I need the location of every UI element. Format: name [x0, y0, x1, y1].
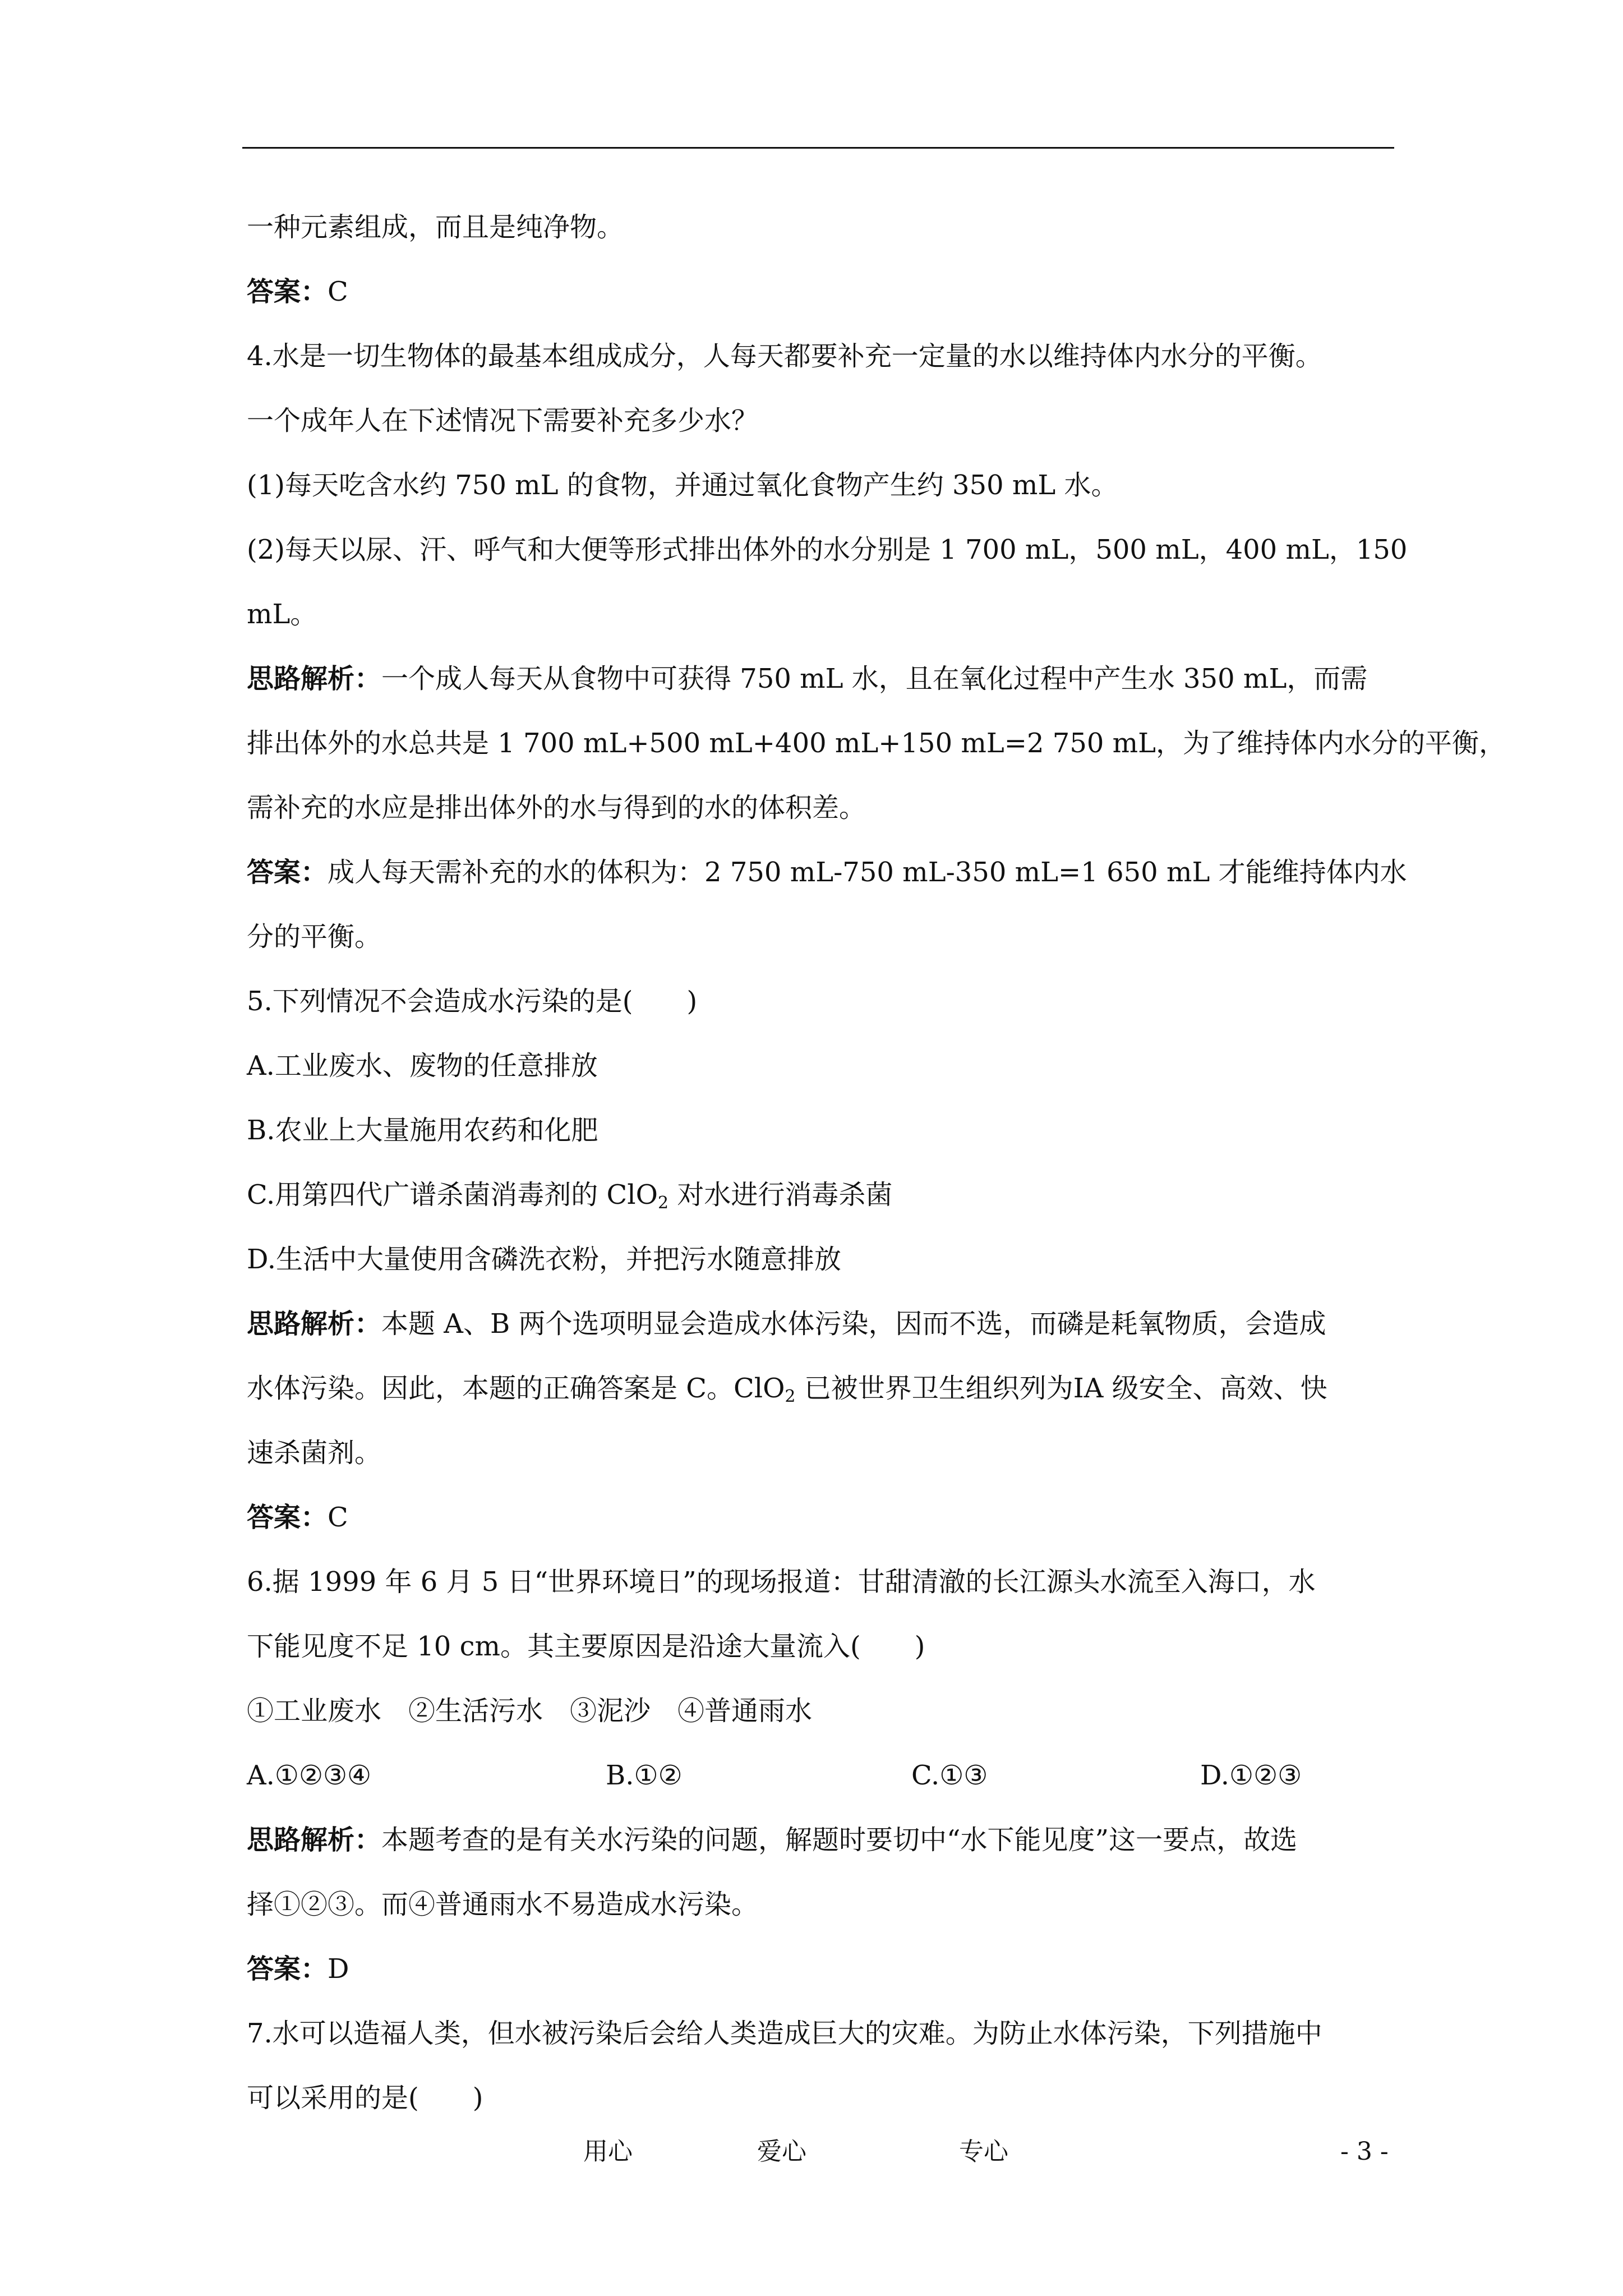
analysis-label: 思路解析：: [247, 1824, 382, 1856]
q4-stem-line1: 4.水是一切生物体的最基本组成成分，人每天都要补充一定量的水以维持体内水分的平衡。: [247, 341, 1322, 372]
answer-label: 答案：: [247, 1953, 328, 1985]
page-number: - 3 -: [1340, 2137, 1389, 2166]
option-c-text: C.用第四代广谱杀菌消毒剂的 ClO: [247, 1179, 658, 1211]
q6-answer: [247, 1952, 349, 1986]
option-c-text-end: 对水进行消毒杀菌: [668, 1179, 893, 1211]
analysis-label: 思路解析：: [247, 1308, 382, 1340]
footer-word-2: 爱心: [757, 2137, 806, 2166]
q5-analysis-line2: [247, 1372, 1327, 1414]
q6-analysis-line2: 择①②③。而④普通雨水不易造成水污染。: [247, 1889, 759, 1920]
q6-stem-line2: 下能见度不足 10 cm。其主要原因是沿途大量流入( ): [247, 1631, 925, 1662]
q5-option-d: D.生活中大量使用含磷洗衣粉，并把污水随意排放: [247, 1244, 842, 1275]
q4-analysis-line3: 需补充的水应是排出体外的水与得到的水的体积差。: [247, 792, 866, 823]
answer-label: 答案：: [247, 1502, 328, 1533]
analysis-label: 思路解析：: [247, 663, 382, 694]
analysis-text: 水体污染。因此，本题的正确答案是 C。ClO: [247, 1373, 785, 1404]
q7-stem-line1: 7.水可以造福人类，但水被污染后会给人类造成巨大的灾难。为防止水体污染，下列措施中: [247, 2018, 1322, 2049]
q3-tail-text: 一种元素组成，而且是纯净物。: [247, 211, 624, 243]
q6-option-c: C.①③: [911, 1760, 988, 1791]
q4-stem-line2: 一个成年人在下述情况下需要补充多少水？: [247, 405, 759, 436]
q7-stem-line2: 可以采用的是( ): [247, 2082, 483, 2114]
q5-option-a: A.工业废水、废物的任意排放: [247, 1050, 598, 1082]
subscript: 2: [785, 1387, 796, 1406]
analysis-text: 本题 A、B 两个选项明显会造成水体污染，因而不选，而磷是耗氧物质，会造成: [381, 1308, 1326, 1340]
footer-word-1: 用心: [583, 2137, 633, 2166]
subscript: 2: [657, 1193, 669, 1213]
q4-answer-line2: 分的平衡。: [247, 921, 382, 953]
answer-text: 成人每天需补充的水的体积为：2 750 mL-750 mL-350 mL=1 650 mL 才能维持体内水: [328, 857, 1407, 888]
q5-option-c: [247, 1178, 892, 1220]
q6-analysis-line1: [247, 1823, 1297, 1857]
answer-value: C: [328, 276, 348, 307]
q6-items: ①工业废水 ②生活污水 ③泥沙 ④普通雨水: [247, 1695, 813, 1727]
answer-value: D: [328, 1953, 349, 1985]
q5-option-b: B.农业上大量施用农药和化肥: [247, 1115, 598, 1146]
analysis-text: 一个成人每天从食物中可获得 750 mL 水，且在氧化过程中产生水 350 mL，而需: [381, 663, 1368, 694]
q5-answer: [247, 1501, 348, 1534]
q4-condition-2b: mL。: [247, 599, 317, 630]
q5-stem: 5.下列情况不会造成水污染的是( ): [247, 986, 698, 1017]
q5-analysis-line3: 速杀菌剂。: [247, 1437, 382, 1469]
q3-answer: [247, 275, 348, 309]
answer-label: 答案：: [247, 276, 328, 307]
q6-option-b: B.①②: [606, 1760, 683, 1791]
q6-option-a: A.①②③④: [247, 1760, 372, 1791]
answer-label: 答案：: [247, 857, 328, 888]
answer-value: C: [328, 1502, 348, 1533]
q6-option-d: D.①②③: [1200, 1760, 1302, 1791]
analysis-text-end: 已被世界卫生组织列为ⅠA 级安全、高效、快: [795, 1373, 1327, 1404]
q5-analysis-line1: [247, 1307, 1326, 1341]
q4-condition-1: (1)每天吃含水约 750 mL 的食物，并通过氧化食物产生约 350 mL 水。: [247, 470, 1118, 501]
footer-word-3: 专心: [959, 2137, 1008, 2166]
header-rule: [242, 147, 1394, 149]
q4-condition-2a: (2)每天以尿、汗、呼气和大便等形式排出体外的水分别是 1 700 mL，500 mL，400 mL，150: [247, 534, 1408, 565]
q4-answer-line1: [247, 855, 1407, 889]
analysis-text: 本题考查的是有关水污染的问题，解题时要切中“水下能见度”这一要点，故选: [381, 1824, 1298, 1856]
q4-analysis-line1: [247, 662, 1367, 696]
q6-stem-line1: 6.据 1999 年 6 月 5 日“世界环境日”的现场报道：甘甜清澈的长江源头水流至入海口，水: [247, 1566, 1316, 1598]
q4-analysis-line2: 排出体外的水总共是 1 700 mL+500 mL+400 mL+150 mL=2 750 mL，为了维持体内水分的平衡，: [247, 728, 1506, 759]
